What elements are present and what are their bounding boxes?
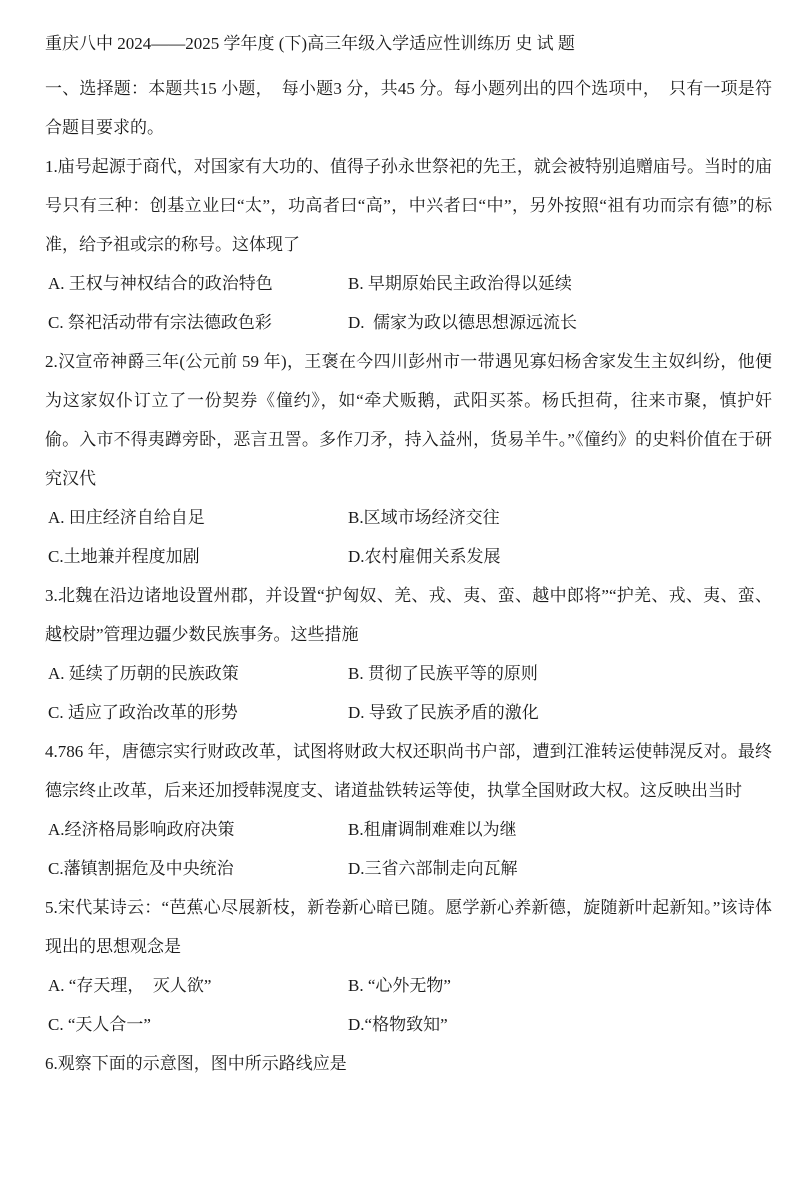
question-3-options bbox=[48, 654, 772, 732]
question-6 bbox=[45, 1044, 772, 1083]
question-4-option-a: A.经济格局影响政府决策 bbox=[48, 820, 235, 839]
question-4-option-b: B.租庸调制难难以为继 bbox=[348, 820, 517, 839]
question-2-options bbox=[48, 498, 772, 576]
question-2-option-b: B.区域市场经济交往 bbox=[348, 508, 500, 527]
page-title: 重庆八中 2024——2025 学年度 (下)高三年级入学适应性训练历 史 试 题 bbox=[45, 34, 575, 53]
question-5-option-c: C. “天人合一” bbox=[48, 1015, 151, 1034]
question-5-option-b: B. “心外无物” bbox=[348, 976, 451, 995]
question-2-stem: 2.汉宣帝神爵三年(公元前 59 年)，王褒在今四川彭州市一带遇见寡妇杨舍家发生主奴纠纷，他便为这家奴仆订立了一份契券《僮约》，如“牵犬贩鹅，武阳买茶。杨氏担荷，往来市聚，慎护奸偷。入市不得夷蹲旁卧，恶言丑詈。多作刀矛，持入益州，货易羊牛。”《僮约》的史料价值在于研究汉代 bbox=[45, 352, 772, 488]
question-3-option-d: D. 导致了民族矛盾的激化 bbox=[348, 703, 539, 722]
question-3-option-a: A. 延续了历朝的民族政策 bbox=[48, 664, 239, 683]
question-4-option-c: C.藩镇割据危及中央统治 bbox=[48, 859, 234, 878]
question-5-options bbox=[48, 966, 772, 1044]
question-5 bbox=[45, 888, 772, 1044]
question-4-options bbox=[48, 810, 772, 888]
question-2-option-d: D.农村雇佣关系发展 bbox=[348, 547, 501, 566]
question-1-stem: 1.庙号起源于商代，对国家有大功的、值得子孙永世祭祀的先王，就会被特别追赠庙号。当时的庙号只有三种：创基立业曰“太”，功高者曰“高”，中兴者曰“中”，另外按照“祖有功而宗有德”的标准，给予祖或宗的称号。这体现了 bbox=[45, 157, 772, 254]
question-3-option-b: B. 贯彻了民族平等的原则 bbox=[348, 664, 538, 683]
question-4 bbox=[45, 732, 772, 888]
section-instructions: 一、选择题：本题共15 小题， 每小题3 分，共45 分。每小题列出的四个选项中， 只有一项是符合题目要求的。 bbox=[45, 79, 772, 137]
question-4-stem: 4.786 年，唐德宗实行财政改革，试图将财政大权还职尚书户部，遭到江淮转运使韩滉反对。最终德宗终止改革，后来还加授韩滉度支、诸道盐铁转运等使，执掌全国财政大权。这反映出当时 bbox=[45, 742, 772, 800]
question-1 bbox=[45, 147, 772, 342]
question-3 bbox=[45, 576, 772, 732]
question-2-option-a: A. 田庄经济自给自足 bbox=[48, 508, 205, 527]
question-1-option-d: D. 儒家为政以德思想源远流长 bbox=[348, 313, 578, 332]
question-1-option-c: C. 祭祀活动带有宗法德政色彩 bbox=[48, 313, 272, 332]
question-2-option-c: C.土地兼并程度加剧 bbox=[48, 547, 200, 566]
question-1-option-b: B. 早期原始民主政治得以延续 bbox=[348, 274, 572, 293]
question-5-stem: 5.宋代某诗云：“芭蕉心尽展新枝，新卷新心暗已随。愿学新心养新德，旋随新叶起新知。”该诗体现出的思想观念是 bbox=[45, 898, 772, 956]
question-1-options bbox=[48, 264, 772, 342]
question-5-option-d: D.“格物致知” bbox=[348, 1015, 448, 1034]
question-3-option-c: C. 适应了政治改革的形势 bbox=[48, 703, 238, 722]
question-6-stem: 6.观察下面的示意图，图中所示路线应是 bbox=[45, 1054, 347, 1073]
question-2 bbox=[45, 342, 772, 576]
question-4-option-d: D.三省六部制走向瓦解 bbox=[348, 859, 518, 878]
question-3-stem: 3.北魏在沿边诸地设置州郡，并设置“护匈奴、羌、戎、夷、蛮、越中郎将”“护羌、戎、夷、蛮、越校尉”管理边疆少数民族事务。这些措施 bbox=[45, 586, 772, 644]
question-5-option-a: A. “存天理， 灭人欲” bbox=[48, 976, 212, 995]
question-1-option-a: A. 王权与神权结合的政治特色 bbox=[48, 274, 273, 293]
